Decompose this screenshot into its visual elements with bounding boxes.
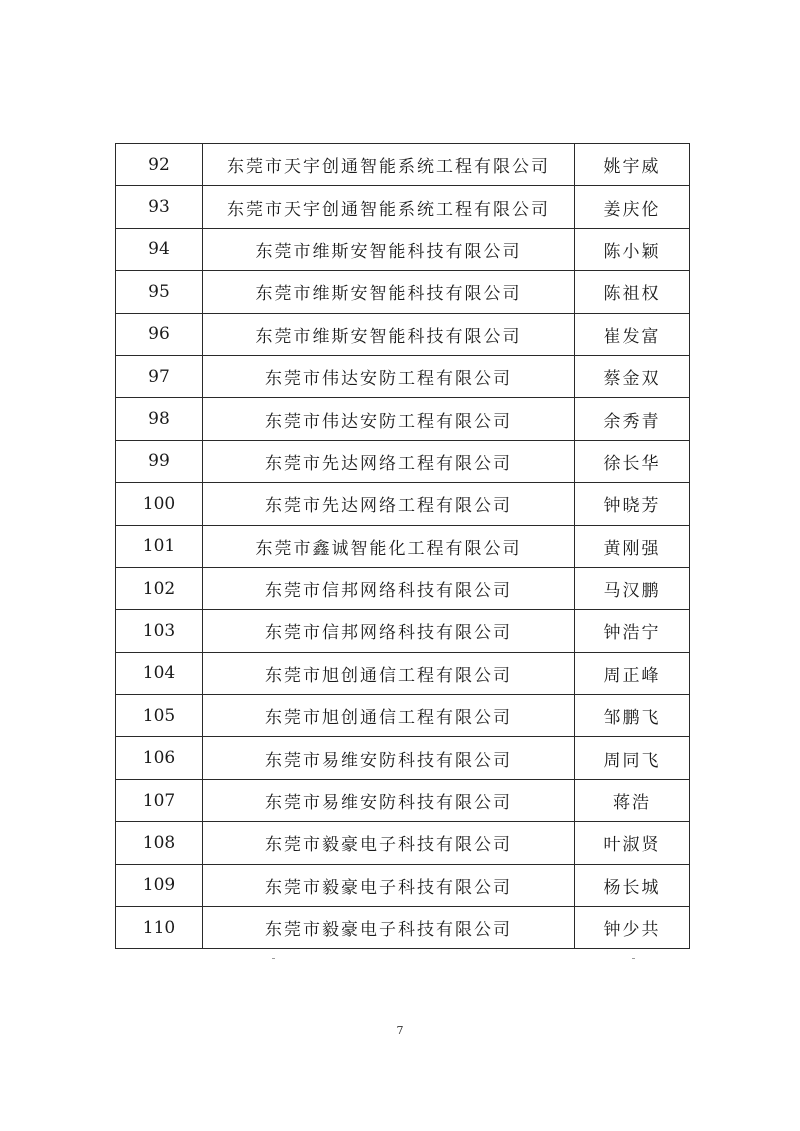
row-number: 94 bbox=[116, 228, 203, 270]
person-name: 钟晓芳 bbox=[575, 483, 690, 525]
company-name: 东莞市毅豪电子科技有限公司 bbox=[203, 822, 575, 864]
person-name: 陈祖权 bbox=[575, 271, 690, 313]
roster-table-body bbox=[116, 144, 690, 949]
row-number: 104 bbox=[116, 652, 203, 694]
row-number: 95 bbox=[116, 271, 203, 313]
company-name: 东莞市维斯安智能科技有限公司 bbox=[203, 271, 575, 313]
company-name: 东莞市维斯安智能科技有限公司 bbox=[203, 228, 575, 270]
company-name: 东莞市易维安防科技有限公司 bbox=[203, 779, 575, 821]
company-name: 东莞市维斯安智能科技有限公司 bbox=[203, 313, 575, 355]
table-row bbox=[116, 186, 690, 228]
company-name: 东莞市毅豪电子科技有限公司 bbox=[203, 864, 575, 906]
person-name: 马汉鹏 bbox=[575, 567, 690, 609]
page-number: 7 bbox=[396, 1024, 404, 1037]
person-name: 蒋浩 bbox=[575, 779, 690, 821]
person-name: 陈小颖 bbox=[575, 228, 690, 270]
row-number: 102 bbox=[116, 567, 203, 609]
company-name: 东莞市信邦网络科技有限公司 bbox=[203, 610, 575, 652]
table-row bbox=[116, 355, 690, 397]
row-number: 109 bbox=[116, 864, 203, 906]
row-number: 92 bbox=[116, 144, 203, 186]
table-row bbox=[116, 525, 690, 567]
company-name: 东莞市天宇创通智能系统工程有限公司 bbox=[203, 144, 575, 186]
person-name: 邹鹏飞 bbox=[575, 695, 690, 737]
person-name: 姚宇威 bbox=[575, 144, 690, 186]
table-row bbox=[116, 313, 690, 355]
row-number: 99 bbox=[116, 440, 203, 482]
table-row bbox=[116, 652, 690, 694]
company-name: 东莞市天宇创通智能系统工程有限公司 bbox=[203, 186, 575, 228]
table-row bbox=[116, 483, 690, 525]
company-name: 东莞市易维安防科技有限公司 bbox=[203, 737, 575, 779]
company-name: 东莞市伟达安防工程有限公司 bbox=[203, 398, 575, 440]
row-number: 107 bbox=[116, 779, 203, 821]
person-name: 蔡金双 bbox=[575, 355, 690, 397]
table-row bbox=[116, 907, 690, 949]
row-number: 98 bbox=[116, 398, 203, 440]
row-number: 106 bbox=[116, 737, 203, 779]
row-number: 108 bbox=[116, 822, 203, 864]
person-name: 周正峰 bbox=[575, 652, 690, 694]
table-row bbox=[116, 228, 690, 270]
row-number: 97 bbox=[116, 355, 203, 397]
company-name: 东莞市旭创通信工程有限公司 bbox=[203, 695, 575, 737]
row-number: 105 bbox=[116, 695, 203, 737]
person-name: 崔发富 bbox=[575, 313, 690, 355]
table-row bbox=[116, 440, 690, 482]
company-name: 东莞市旭创通信工程有限公司 bbox=[203, 652, 575, 694]
person-name: 周同飞 bbox=[575, 737, 690, 779]
company-name: 东莞市毅豪电子科技有限公司 bbox=[203, 907, 575, 949]
person-name: 黄刚强 bbox=[575, 525, 690, 567]
scan-mark bbox=[632, 958, 635, 959]
row-number: 103 bbox=[116, 610, 203, 652]
table-row bbox=[116, 398, 690, 440]
row-number: 110 bbox=[116, 907, 203, 949]
table-row bbox=[116, 822, 690, 864]
table-row bbox=[116, 695, 690, 737]
row-number: 101 bbox=[116, 525, 203, 567]
person-name: 钟少共 bbox=[575, 907, 690, 949]
row-number: 93 bbox=[116, 186, 203, 228]
table-row bbox=[116, 737, 690, 779]
row-number: 96 bbox=[116, 313, 203, 355]
company-name: 东莞市信邦网络科技有限公司 bbox=[203, 567, 575, 609]
person-name: 余秀青 bbox=[575, 398, 690, 440]
person-name: 叶淑贤 bbox=[575, 822, 690, 864]
table-row bbox=[116, 610, 690, 652]
person-name: 徐长华 bbox=[575, 440, 690, 482]
row-number: 100 bbox=[116, 483, 203, 525]
table-row bbox=[116, 779, 690, 821]
roster-table bbox=[115, 143, 690, 949]
company-name: 东莞市先达网络工程有限公司 bbox=[203, 440, 575, 482]
person-name: 杨长城 bbox=[575, 864, 690, 906]
company-name: 东莞市伟达安防工程有限公司 bbox=[203, 355, 575, 397]
company-name: 东莞市先达网络工程有限公司 bbox=[203, 483, 575, 525]
table-row bbox=[116, 864, 690, 906]
person-name: 姜庆伦 bbox=[575, 186, 690, 228]
company-name: 东莞市鑫诚智能化工程有限公司 bbox=[203, 525, 575, 567]
table-row bbox=[116, 271, 690, 313]
table-row bbox=[116, 567, 690, 609]
person-name: 钟浩宁 bbox=[575, 610, 690, 652]
scan-mark bbox=[272, 958, 275, 959]
table-row bbox=[116, 144, 690, 186]
